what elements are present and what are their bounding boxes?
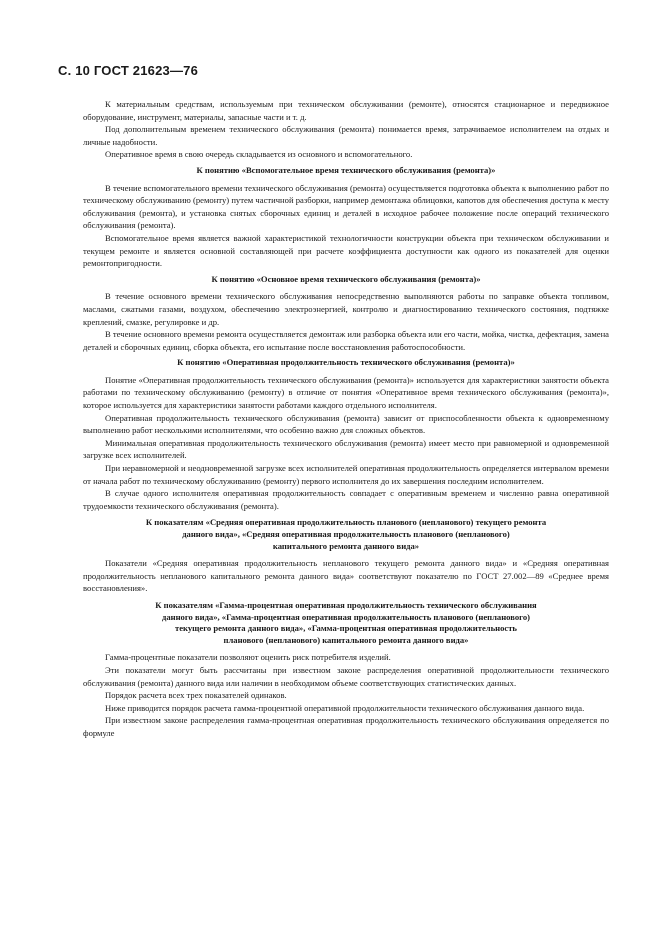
paragraph: Эти показатели могут быть рассчитаны при известном законе распределения оперативной продолжительности технического обслуживания (ремонта) данного вида или наличии в необходимом объеме соответствующих статистических данных. — [83, 664, 609, 688]
paragraph: Ниже приводится порядок расчета гамма-процентной оперативной продолжительности технического обслуживания данного вида. — [105, 702, 585, 713]
section-heading — [83, 517, 609, 552]
section-heading: К понятию «Основное время технического обслуживания (ремонта)» — [211, 273, 481, 284]
paragraph: В течение основного времени технического обслуживания непосредственно выполняются работы по заправке объекта топливом, маслами, сжатыми газами, воздухом, обеспечению электроэнергией, контролю и диагностированию технического состояния, подтяжке креплений, смазке, регулировке и др. — [83, 291, 609, 327]
paragraph: При неравномерной и неодновременной загрузке всех исполнителей оперативная продолжительность определяется интервалом времени от начала работ по техническому обслуживанию (ремонту) первого исполнителя до их завершения последним исполнителем. — [83, 463, 609, 486]
heading-line: текущего ремонта данного вида», «Гамма-процентная оперативная продолжительность — [175, 623, 517, 634]
heading-line: планового (непланового) капитального ремонта данного вида» — [223, 634, 469, 645]
paragraph: В течение основного времени ремонта осуществляется демонтаж или разборка объекта или его части, мойка, чистка, дефектация, замена деталей и сборочных единиц, сборка объекта, его испытание после восстановления работоспособности. — [83, 329, 609, 352]
paragraph: Минимальная оперативная продолжительность технического обслуживания (ремонта) имеет место при равномерной и одновременной загрузке всех исполнителей. — [83, 437, 609, 461]
heading-line: данного вида», «Гамма-процентная оперативная продолжительность планового (непланового) — [162, 611, 530, 622]
section-heading: К понятию «Вспомогательное время технического обслуживания (ремонта)» — [196, 164, 496, 175]
paragraph: Оперативное время в свою очередь складывается из основного и вспомогательного. — [105, 149, 413, 160]
paragraph: Показатели «Средняя оперативная продолжительность непланового текущего ремонта данного вида» и «Средняя оперативная продолжительность непланового капитального ремонта данного вида» соответствуют показателю по ГОСТ 27.002—89 «Среднее время восстановления». — [83, 558, 609, 594]
paragraph: Понятие «Оперативная продолжительность технического обслуживания (ремонта)» используется для характеристики занятости объекта работами по техническому обслуживанию (ремонту) в отличие от понятия «Оперативное время технического обслуживания (ремонта)», которое используется для характеристики занятости работами каждого отдельного исполнителя. — [83, 374, 609, 411]
section-heading: К понятию «Оперативная продолжительность технического обслуживания (ремонта)» — [177, 357, 515, 368]
paragraph: Под дополнительным временем технического обслуживания (ремонта) понимается время, затрачиваемое исполнителем на отдых и личные надобности. — [83, 124, 609, 147]
heading-line: К показателям «Гамма-процентная оперативная продолжительность технического обслуживания — [155, 599, 537, 610]
document-body — [83, 98, 609, 740]
paragraph: Вспомогательное время является важной характеристикой технологичности конструкции объекта при техническом обслуживании и текущем ремонте и является основной составляющей при расчете коэффициента доступности как одного из показателей для оценки ремонтопригодности. — [83, 232, 609, 269]
paragraph: В течение вспомогательного времени технического обслуживания (ремонта) осуществляется подготовка объекта к выполнению работ по техническому обслуживанию (ремонту) путем частичной разборки, например демонтажа облицовки, капотов для обеспечения доступа к месту обслуживания (ремонта), и установка снятых сборочных единиц и деталей в исходное рабочее положение после операций технического обслуживания (ремонта). — [83, 182, 609, 231]
heading-line: К показателям «Средняя оперативная продолжительность планового (непланового) текущего ремонта — [145, 517, 547, 528]
heading-line: данного вида», «Средняя оперативная продолжительность планового (непланового) — [182, 529, 510, 539]
page-header: С. 10 ГОСТ 21623—76 — [58, 63, 199, 78]
heading-line: капитального ремонта данного вида» — [272, 540, 420, 551]
paragraph: К материальным средствам, используемым при техническом обслуживании (ремонте), относятся стационарное и передвижное оборудование, инструмент, материалы, запасные части и т. д. — [83, 99, 609, 122]
paragraph: Гамма-процентные показатели позволяют оценить риск потребителя изделий. — [105, 652, 391, 663]
paragraph: В случае одного исполнителя оперативная продолжительность совпадает с оперативным временем и численно равна оперативной трудоемкости технического обслуживания (ремонта). — [83, 488, 609, 511]
paragraph: При известном законе распределения гамма-процентная оперативная продолжительность технического обслуживания определяется по формуле — [83, 715, 609, 738]
paragraph: Порядок расчета всех трех показателей одинаков. — [105, 690, 287, 701]
paragraph: Оперативная продолжительность технического обслуживания (ремонта) зависит от приспособленности объекта к одновременному выполнению работ несколькими исполнителями, что особенно важно для сложных объектов. — [83, 412, 609, 436]
section-heading — [83, 600, 609, 646]
